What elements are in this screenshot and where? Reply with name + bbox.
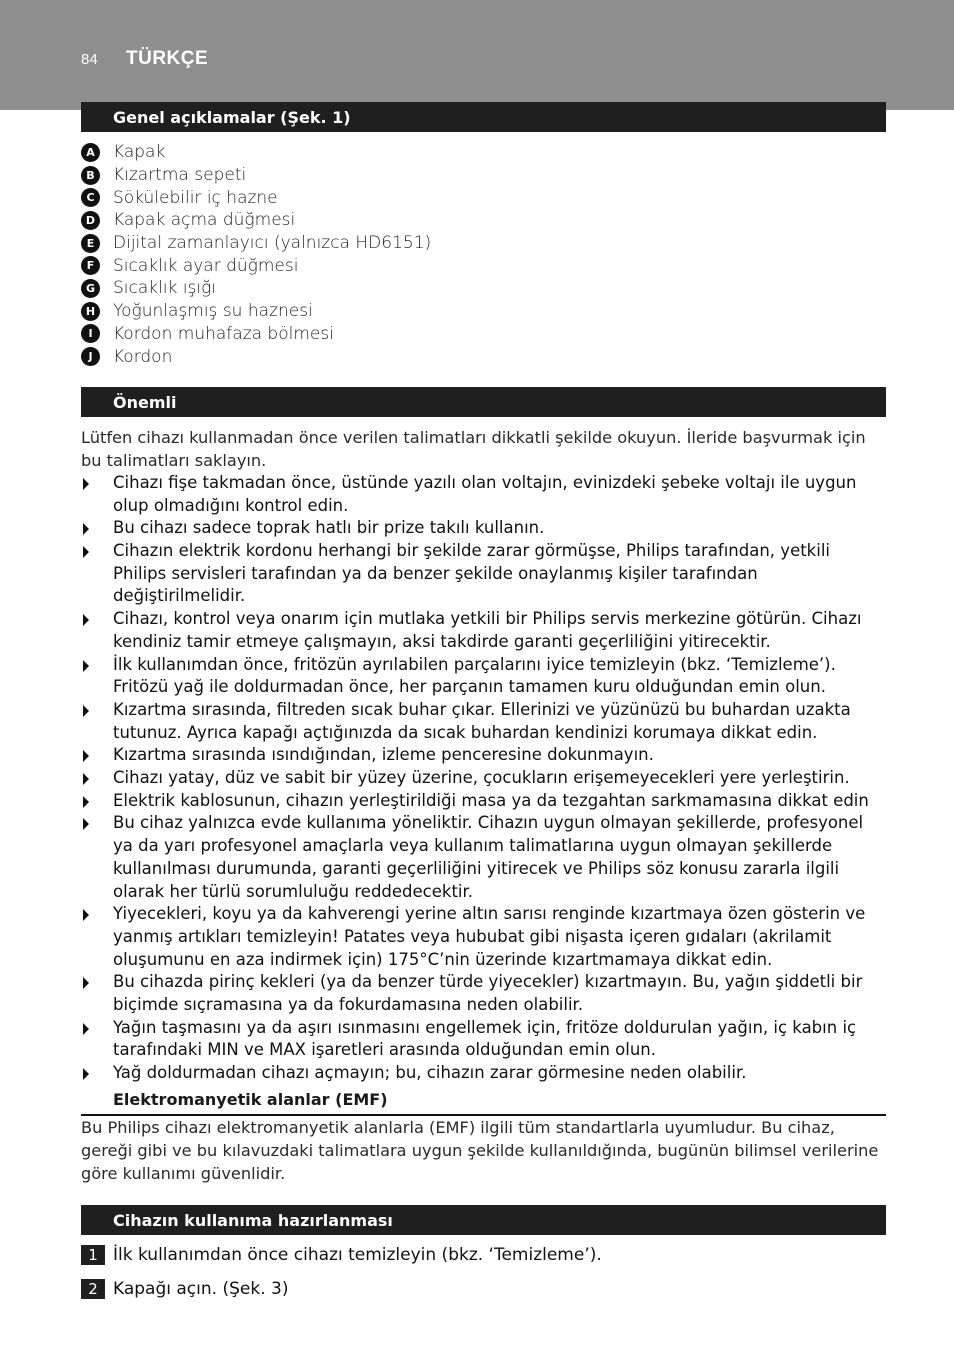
warning-text: Cihazı yatay, düz ve sabit bir yüzey üzerine, çocukların erişemeyecekleri yere yerleştirin. (113, 768, 850, 788)
section-title-emf: Elektromanyetik alanlar (EMF) (81, 1086, 886, 1116)
part-letter-badge: A (81, 143, 100, 162)
part-letter-badge: E (81, 234, 100, 253)
warning-text: Kızartma sırasında ısındığından, izleme penceresine dokunmayın. (113, 745, 654, 765)
warning-item (81, 903, 886, 971)
bullet-icon (83, 546, 89, 558)
warning-item (81, 1062, 886, 1085)
step-item (81, 1278, 886, 1300)
warning-text: Yağ doldurmadan cihazı açmayın; bu, cihazın zarar görmesine neden olabilir. (113, 1063, 747, 1083)
warning-text: Kızartma sırasında, filtreden sıcak buhar çıkar. Ellerinizi ve yüzünüzü bu buhardan uzakta tutunuz. Ayrıca kapağı açtığınızda da sıcak buhardan kendinizi korumaya dikkat edin. (113, 699, 851, 742)
language-title: TÜRKÇE (126, 48, 209, 69)
part-item (81, 254, 886, 277)
important-intro: Lütfen cihazı kullanmadan önce verilen talimatları dikkatli şekilde okuyun. İleride başvurmak için bu talimatları saklayın. (81, 427, 866, 470)
warning-item (81, 812, 886, 903)
part-letter-badge: G (81, 279, 100, 298)
warning-text: Yağın taşmasını ya da aşırı ısınmasını engellemek için, fritöze doldurulan yağın, iç kabın iç tarafındaki MIN ve MAX işaretleri arasında olduğundan emin olun. (113, 1017, 857, 1060)
part-letter-badge: F (81, 256, 100, 275)
header-band (0, 0, 954, 110)
part-item (81, 323, 886, 346)
page-number: 84 (81, 51, 98, 68)
bullet-icon (83, 1023, 89, 1035)
warning-item (81, 540, 886, 608)
bullet-icon (83, 614, 89, 626)
part-letter-badge: H (81, 302, 100, 321)
bullet-icon (83, 750, 89, 762)
part-letter-badge: I (81, 324, 100, 343)
part-item (81, 345, 886, 368)
part-item (81, 300, 886, 323)
warning-item (81, 767, 886, 790)
parts-list (81, 141, 886, 368)
step-number: 2 (81, 1279, 105, 1299)
bullet-icon (83, 705, 89, 717)
part-letter-badge: B (81, 166, 100, 185)
part-letter-badge: D (81, 211, 100, 230)
warning-text: Cihazı, kontrol veya onarım için mutlaka yetkili bir Philips servis merkezine götürün. Cihazı kendiniz tamir etmeye çalışmayın, aksi takdirde garanti geçerliliğini yitirecektir. (113, 609, 862, 651)
warning-item (81, 971, 886, 1016)
part-label: Yoğunlaşmış su haznesi (113, 301, 313, 322)
bullet-icon (83, 1068, 89, 1080)
part-label: Kızartma sepeti (113, 165, 247, 186)
section-title-general: Genel açıklamalar (Şek. 1) (81, 102, 886, 132)
warning-text: Bu cihazı sadece toprak hatlı bir prize takılı kullanın. (113, 518, 545, 538)
part-label: Kordon (113, 346, 173, 367)
step-number: 1 (81, 1245, 105, 1265)
warning-item (81, 699, 886, 744)
part-item (81, 186, 886, 209)
bullet-icon (83, 478, 89, 490)
warning-text: Cihazı fişe takmadan önce, üstünde yazılı olan voltajın, evinizdeki şebeke voltajı ile uygun olup olmadığını kontrol edin. (113, 472, 857, 515)
warning-item (81, 517, 886, 540)
step-text: Kapağı açın. (Şek. 3) (113, 1278, 289, 1299)
warning-item (81, 790, 886, 813)
warnings-list (81, 472, 886, 1085)
warning-item (81, 608, 886, 653)
warning-text: İlk kullanımdan önce, fritözün ayrılabilen parçalarını iyice temizleyin (bkz. ‘Temizleme’). Fritözü yağ ile doldurmadan önce, her parçanın tamamen kuru olduğundan emin olun. (113, 654, 836, 697)
part-item (81, 209, 886, 232)
step-text: İlk kullanımdan önce cihazı temizleyin (bkz. ‘Temizleme’). (113, 1244, 602, 1265)
warning-text: Cihazın elektrik kordonu herhangi bir şekilde zarar görmüşse, Philips tarafından, yetkili Philips servisleri tarafından ya da benzer şekilde onaylanmış kişiler tarafından değiştirilmelidir. (113, 540, 830, 606)
part-label: Sökülebilir iç hazne (113, 187, 278, 208)
part-label: Kordon muhafaza bölmesi (113, 323, 334, 344)
warning-text: Yiyecekleri, koyu ya da kahverengi yerine altın sarısı renginde kızartmaya özen gösterin ve yanmış artıkları temizleyin! Patates veya hububat gibi nişasta içeren gıdaları (akrilamit oluşumunu en aza indirmek için) 175°C’nin üzerinde kızartmamaya dikkat edin. (113, 904, 866, 969)
part-item (81, 277, 886, 300)
bullet-icon (83, 796, 89, 808)
part-label: Sıcaklık ayar düğmesi (113, 255, 299, 276)
step-item (81, 1244, 886, 1266)
part-item (81, 164, 886, 187)
part-label: Kapak (113, 142, 166, 163)
part-label: Dijital zamanlayıcı (yalnızca HD6151) (113, 233, 432, 254)
warning-text: Elektrik kablosunun, cihazın yerleştirildiği masa ya da tezgahtan sarkmamasına dikkat edin (113, 790, 869, 810)
bullet-icon (83, 977, 89, 989)
section-title-preparing: Cihazın kullanıma hazırlanması (81, 1205, 886, 1235)
warning-item (81, 1017, 886, 1062)
part-label: Sıcaklık ışığı (113, 278, 217, 299)
bullet-icon (83, 660, 89, 672)
part-item (81, 141, 886, 164)
page-content (81, 102, 886, 1312)
steps-list (81, 1244, 886, 1300)
emf-text: Bu Philips cihazı elektromanyetik alanlarla (EMF) ilgili tüm standartlarla uyumludur. Bu cihaz, gereği gibi ve bu kılavuzdaki talimatlara uygun şekilde kullanıldığında, bugünün bilimsel verilerine göre kullanımı güvenlidir. (81, 1117, 879, 1183)
section-title-important: Önemli (81, 387, 886, 417)
part-letter-badge: J (81, 347, 100, 366)
part-label: Kapak açma düğmesi (113, 210, 296, 231)
warning-item (81, 744, 886, 767)
warning-item (81, 472, 886, 517)
bullet-icon (83, 909, 89, 921)
part-item (81, 232, 886, 255)
warning-text: Bu cihazda pirinç kekleri (ya da benzer türde yiyecekler) kızartmayın. Bu, yağın şiddetli bir biçimde sıçramasına ya da fokurdamasına neden olabilir. (113, 972, 863, 1015)
warning-item (81, 654, 886, 699)
bullet-icon (83, 818, 89, 830)
bullet-icon (83, 773, 89, 785)
bullet-icon (83, 523, 89, 535)
part-letter-badge: C (81, 188, 100, 207)
warning-text: Bu cihaz yalnızca evde kullanıma yöneliktir. Cihazın uygun olmayan şekillerde, profesyonel ya da yarı profesyonel amaçlarla veya kullanım talimatlarına uygun olmayan şekillerde kullanılması durumunda, garanti geçerliliğini yitirecek ve Philips söz konusu zararla ilgili olarak her türlü sorumluluğu reddedecektir. (113, 813, 864, 901)
